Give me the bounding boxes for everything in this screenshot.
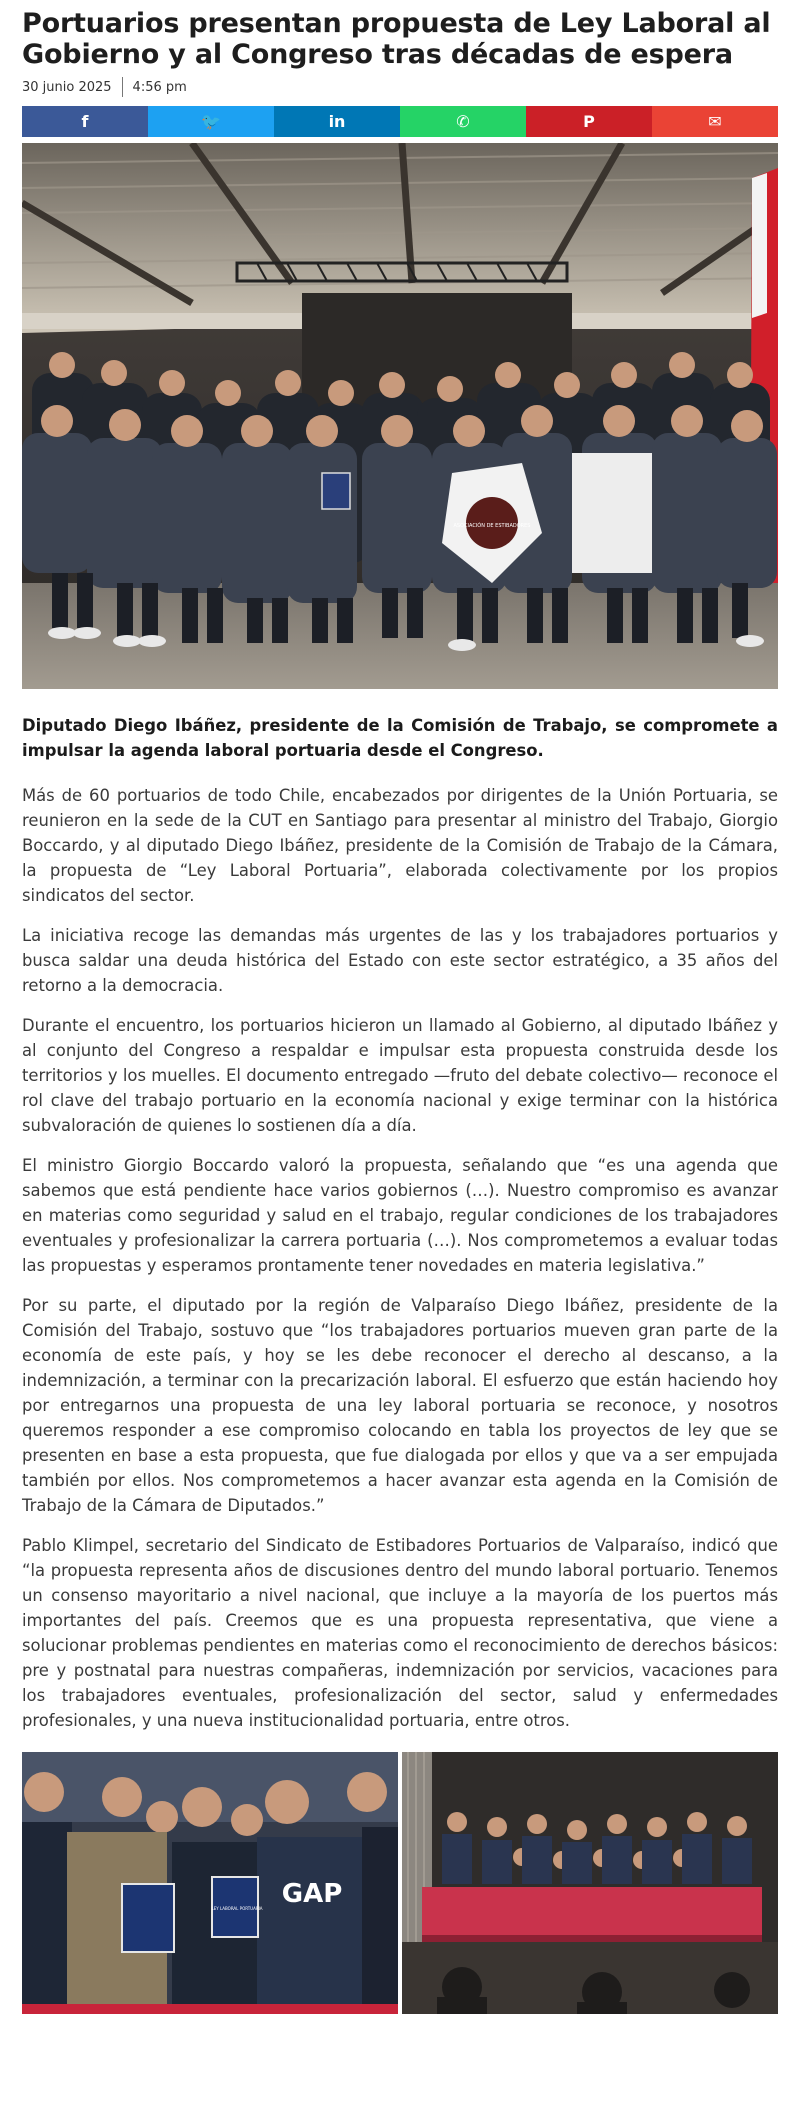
article-paragraph: La iniciativa recoge las demandas más urgentes de las y los trabajadores portuarios y busca saldar una deuda histórica del Estado con este sector estratégico, a 35 años del retorno a la democracia. — [22, 926, 778, 995]
share-bar — [22, 106, 778, 137]
article-date: 30 junio 2025 — [22, 79, 112, 95]
photo-gallery — [22, 1752, 778, 2014]
share-pinterest-button[interactable] — [526, 106, 652, 137]
group-photo-illustration — [22, 143, 778, 689]
shirt-text: GAP — [281, 1879, 343, 1909]
article-meta — [22, 76, 778, 98]
article-paragraph: Durante el encuentro, los portuarios hicieron un llamado al Gobierno, al diputado Ibáñez y al conjunto del Congreso a respaldar e impulsar esta propuesta construida desde los territorios y los muelles. El documento entregado —fruto del debate colectivo— reconoce el rol clave del trabajo portuario en la economía nacional y exige terminar con la histórica subvaloración de quienes lo sostienen día a día. — [22, 1016, 778, 1135]
article-time: 4:56 pm — [132, 79, 187, 95]
article-paragraph: Más de 60 portuarios de todo Chile, encabezados por dirigentes de la Unión Portuaria, se reunieron en la sede de la CUT en Santiago para presentar al ministro del Trabajo, Giorgio Boccardo, y al diputado Diego Ibáñez, presidente de la Comisión de Trabajo de la Cámara, la propuesta de “Ley Laboral Portuaria”, elaborada colectivamente por los propios sindicatos del sector. — [22, 786, 778, 905]
share-linkedin-button[interactable] — [274, 106, 400, 137]
article-paragraph: Por su parte, el diputado por la región de Valparaíso Diego Ibáñez, presidente de la Comisión del Trabajo, sostuvo que “los trabajadores portuarios mueven gran parte de la economía de este país, y hoy se les debe reconocer el derecho al descanso, a la indemnización, a terminar con la precarización laboral. El esfuerzo que están haciendo hoy por entregarnos una propuesta de una ley laboral portuaria se reconoce, y nosotros queremos responder a ese compromiso colocando en tabla los proyectos de ley que se presenten en base a esta propuesta, que fue dialogada por ellos y que va a ser empujada también por ellos. Nos comprometemos a hacer avanzar esta agenda en la Comisión de Trabajo de la Cámara de Diputados.” — [22, 1296, 778, 1515]
article-paragraph: El ministro Giorgio Boccardo valoró la propuesta, señalando que “es una agenda que sabemos que está pendiente hace varios gobiernos (…). Nuestro compromiso es avanzar en materias como seguridad y salud en el trabajo, regular condiciones de los trabajadores eventuales y profesionalizar la carrera portuaria (…). Nos comprometemos a evaluar todas las propuestas y esperamos prontamente tener novedades en materia legislativa.” — [22, 1156, 778, 1275]
document-cover-text: LEY LABORAL PORTUARIA — [211, 1906, 263, 1911]
share-facebook-button[interactable] — [22, 106, 148, 137]
meta-divider — [122, 77, 123, 97]
article — [22, 0, 778, 2014]
article-lead: Diputado Diego Ibáñez, presidente de la Comisión de Trabajo, se compromete a impulsar la agenda laboral portuaria desde el Congreso. — [22, 716, 778, 760]
facebook-icon: f — [81, 112, 89, 131]
meeting-photo-illustration — [402, 1752, 778, 2014]
gallery-photo-meeting[interactable] — [402, 1752, 778, 2014]
pinterest-icon: P — [583, 112, 595, 131]
envelope-icon: ✉ — [708, 112, 722, 131]
share-whatsapp-button[interactable] — [400, 106, 526, 137]
article-paragraph: Pablo Klimpel, secretario del Sindicato de Estibadores Portuarios de Valparaíso, indicó que “la propuesta representa años de discusiones dentro del mundo laboral portuario. Tenemos un consenso mayoritario a nivel nacional, que incluye a la mayoría de los puertos más importantes del país. Creemos que es una propuesta representativa, que viene a solucionar problemas pendientes en materias como el reconocimiento de derechos básicos: pre y postnatal para nuestras compañeras, indemnización por servicios, vacaciones para los trabajadores eventuales, profesionalización del sector, salud y enfermedades profesionales, y una nueva institucionalidad portuaria, entre otros. — [22, 1536, 778, 1730]
whatsapp-icon: ✆ — [456, 112, 470, 131]
gallery-photo-handover[interactable] — [22, 1752, 398, 2014]
twitter-bird-icon: 🐦 — [201, 112, 221, 131]
flag-text: ASOCIACIÓN DE ESTIBADORES — [453, 523, 531, 529]
hero-photo — [22, 143, 778, 689]
article-title: Portuarios presentan propuesta de Ley Laboral al Gobierno y al Congreso tras décadas de espera — [22, 8, 771, 70]
share-email-button[interactable] — [652, 106, 778, 137]
article-body — [22, 783, 778, 1733]
handover-photo-illustration — [22, 1752, 398, 2014]
share-twitter-button[interactable] — [148, 106, 274, 137]
linkedin-icon: in — [328, 112, 346, 131]
